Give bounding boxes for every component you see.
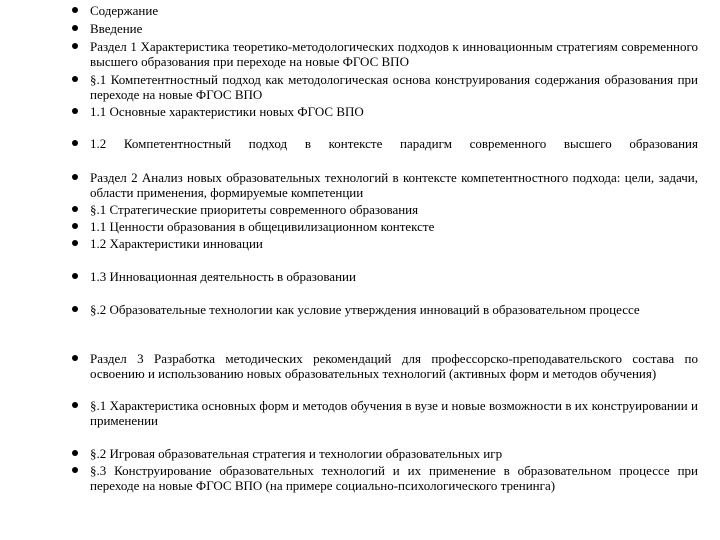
list-item: [72, 219, 698, 234]
bullet-icon: [72, 402, 78, 408]
list-item-text: 1.3 Инновационная деятельность в образовании: [90, 269, 356, 284]
bullet-icon: [72, 140, 78, 146]
list-item: [72, 398, 698, 428]
list-item: [72, 202, 698, 217]
bullet-icon: [72, 273, 78, 279]
list-item-text: Содержание: [90, 3, 159, 18]
bullet-icon: [72, 223, 78, 229]
list-item: [72, 236, 698, 251]
bullet-icon: [72, 174, 78, 180]
list-item-text: 1.1 Основные характеристики новых ФГОС ВПО: [90, 104, 364, 119]
list-item: [72, 170, 698, 200]
list-item: [72, 463, 698, 493]
list-item-text: Раздел 3 Разработка методических рекомендаций для профессорско-преподавательского состава по освоению и использованию новых образовательных технологий (активных форм и методов обучения): [90, 351, 698, 381]
bullet-icon: [72, 355, 78, 361]
list-item-text: 1.2 Компетентностный подход в контексте парадигм современного высшего образования: [90, 136, 698, 151]
bullet-icon: [72, 7, 78, 13]
bullet-icon: [72, 306, 78, 312]
bullet-icon: [72, 450, 78, 456]
list-item-text: Раздел 2 Анализ новых образовательных технологий в контексте компетентностного подхода: цели, задачи, области применения, формируемые компетенции: [90, 170, 698, 200]
bullet-icon: [72, 240, 78, 246]
bullet-icon: [72, 206, 78, 212]
list-item: [72, 302, 698, 317]
list-item: [72, 104, 698, 119]
list-item: [72, 39, 698, 69]
bullet-icon: [72, 467, 78, 473]
list-item: [72, 351, 698, 381]
list-item-text: §.2 Игровая образовательная стратегия и технологии образовательных игр: [90, 446, 503, 461]
bullet-icon: [72, 43, 78, 49]
bullet-icon: [72, 25, 78, 31]
list-item: [72, 446, 698, 461]
list-item: [72, 3, 698, 18]
list-item: [72, 21, 698, 36]
list-item-text: §.3 Конструирование образовательных технологий и их применение в образовательном процессе при переходе на новые ФГОС ВПО (на примере социально-психологического тренинга): [90, 463, 698, 493]
list-item-text: §.1 Компетентностный подход как методологическая основа конструирования содержания образования при переходе на новые ФГОС ВПО: [90, 72, 698, 102]
list-item: [72, 72, 698, 102]
list-item-text: 1.2 Характеристики инновации: [90, 236, 263, 251]
list-item: [72, 269, 698, 284]
list-item-text: Введение: [90, 21, 143, 36]
bullet-icon: [72, 108, 78, 114]
list-item-text: §.2 Образовательные технологии как условие утверждения инноваций в образовательном процессе: [90, 302, 640, 317]
list-item: [72, 136, 698, 151]
list-item-text: Раздел 1 Характеристика теоретико-методологических подходов к инновационным стратегиям современного высшего образования при переходе на новые ФГОС ВПО: [90, 39, 698, 69]
bullet-icon: [72, 76, 78, 82]
list-item-text: 1.1 Ценности образования в общецивилизационном контексте: [90, 219, 435, 234]
list-item-text: §.1 Стратегические приоритеты современного образования: [90, 202, 419, 217]
list-item-text: §.1 Характеристика основных форм и методов обучения в вузе и новые возможности в их конструировании и применении: [90, 398, 698, 428]
